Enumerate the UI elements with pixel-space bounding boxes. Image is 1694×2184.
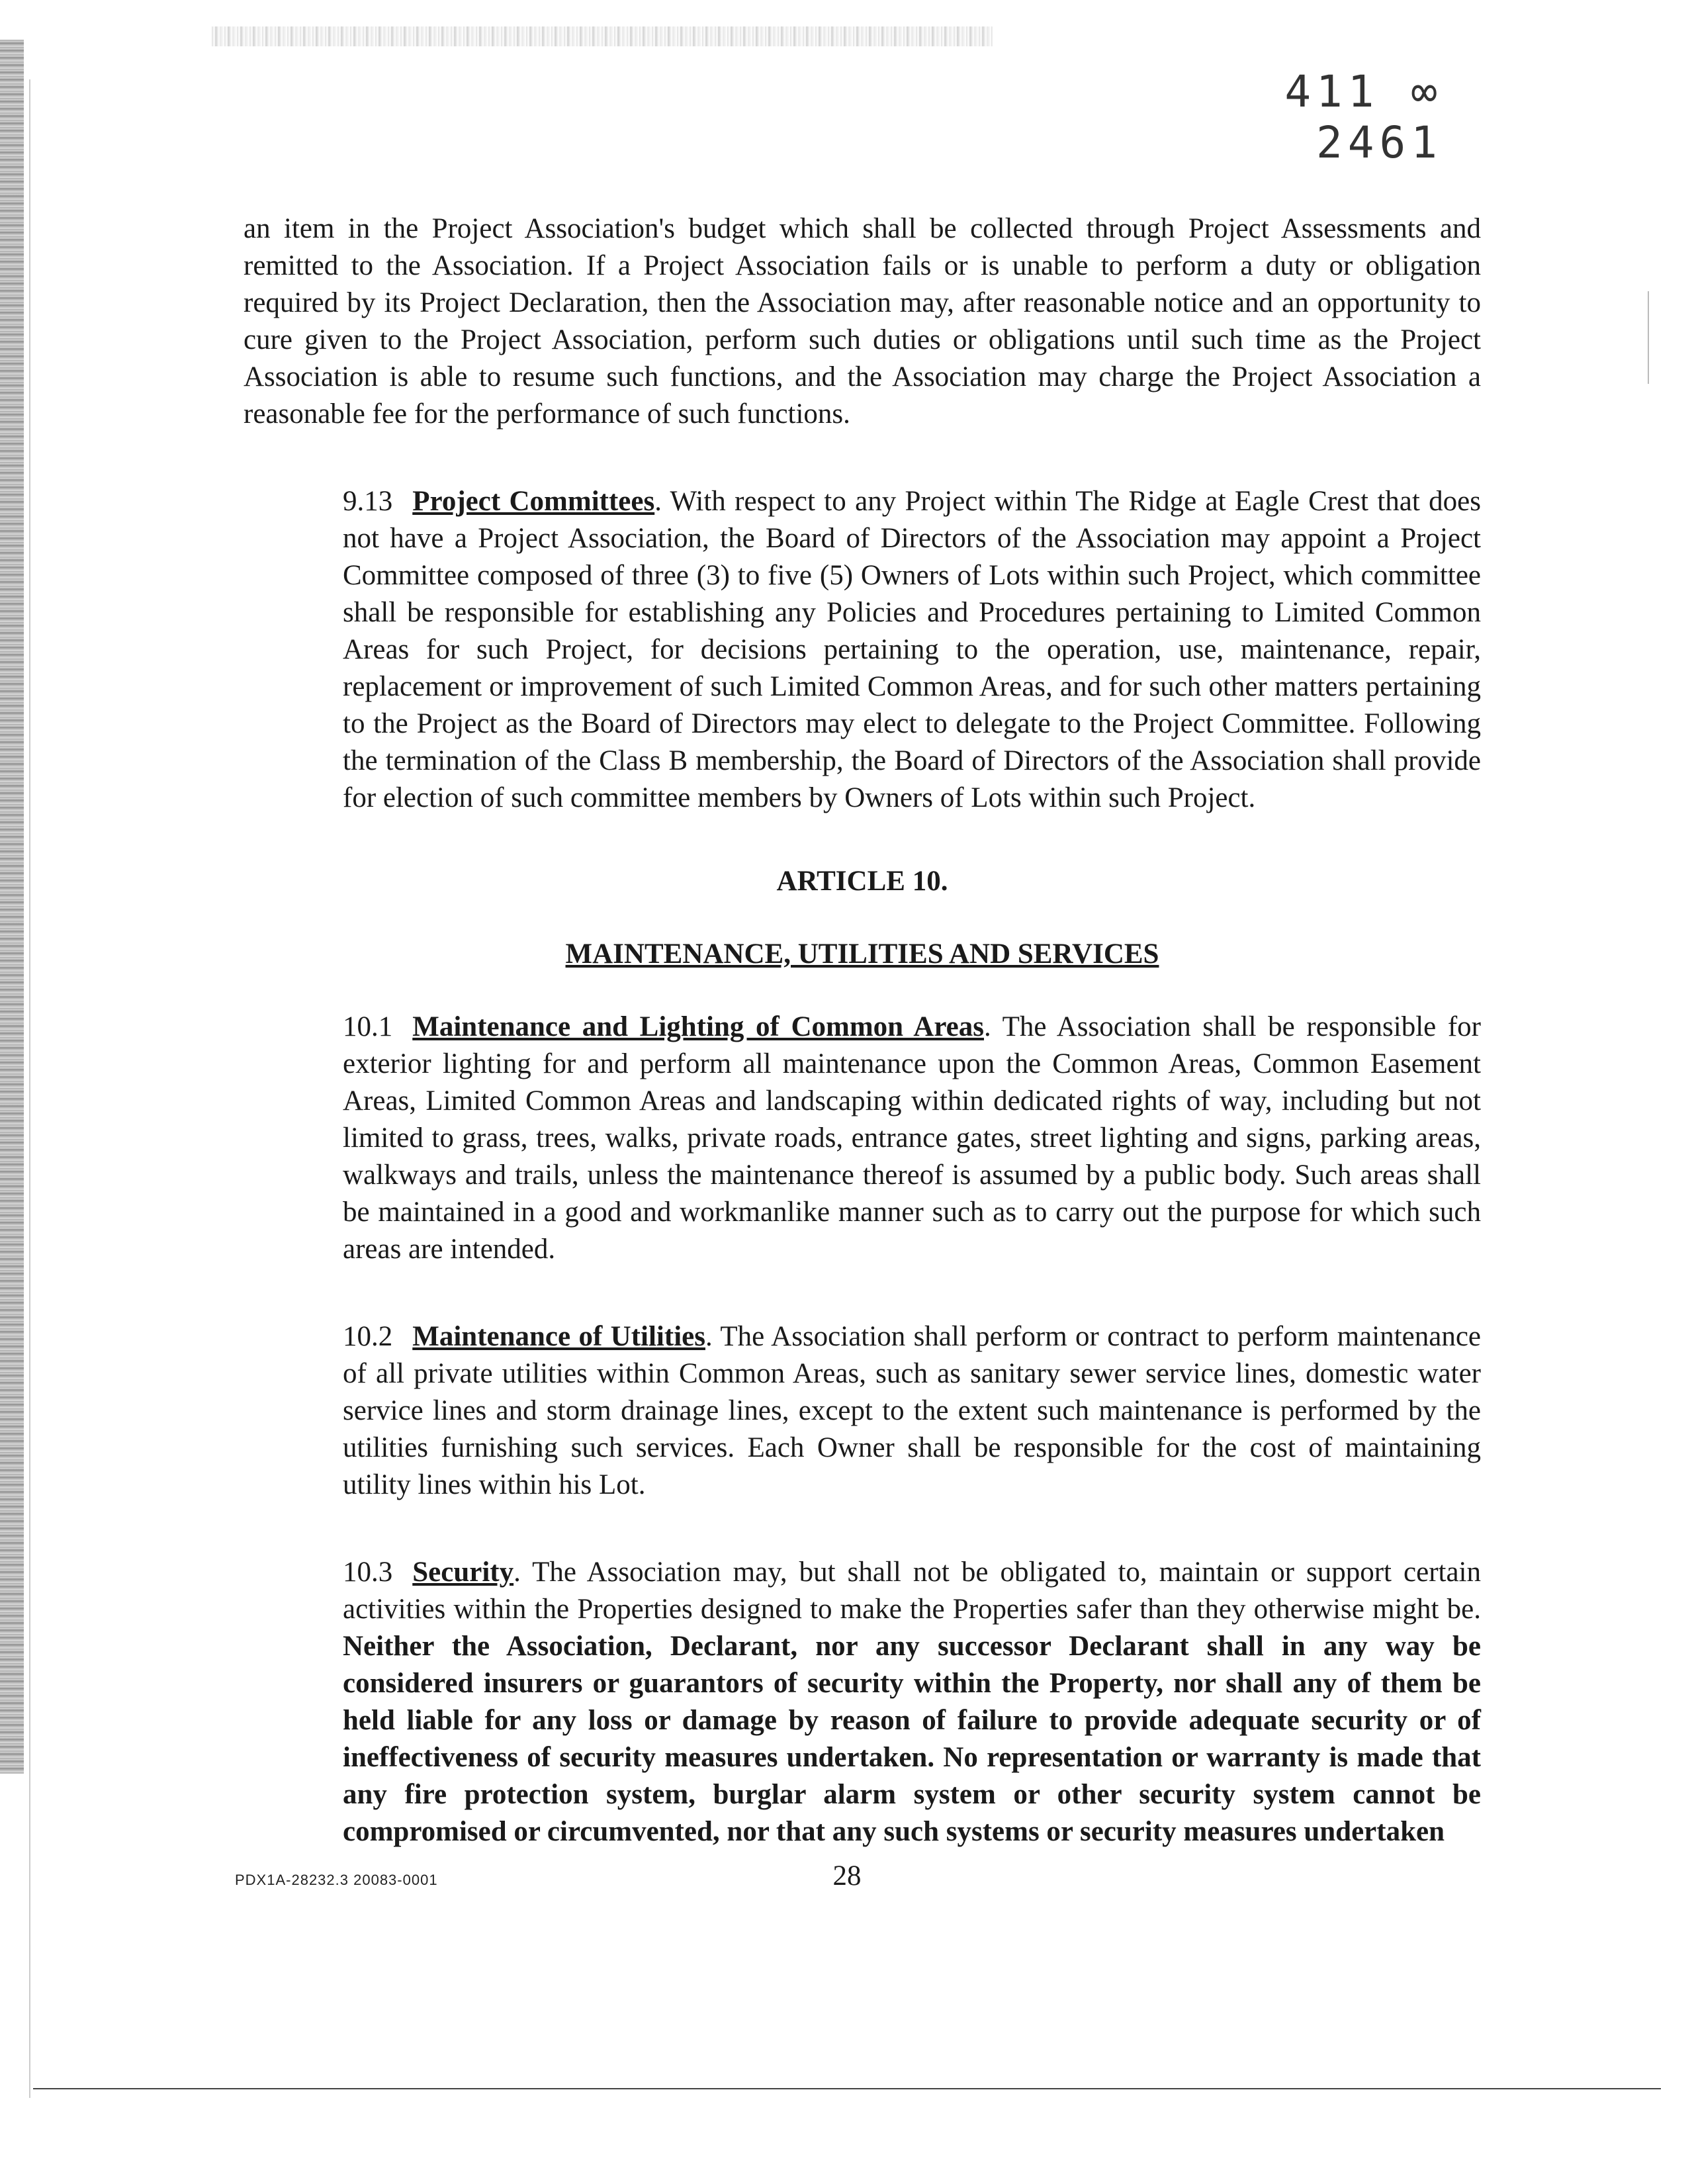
scan-right-mark (1648, 291, 1649, 384)
scan-top-noise (212, 26, 993, 46)
document-body (244, 210, 1481, 1850)
section-text: . The Association shall perform or contract to perform maintenance of all private utilities within Common Areas, such as sanitary sewer service lines, domestic water service lines and storm drainage lines, except to the extent such maintenance is performed by the utilities furnishing such services. Each Owner shall be responsible for the cost of maintaining utility lines within his Lot. (343, 1321, 1481, 1500)
article-title: ARTICLE 10. (776, 866, 948, 897)
scan-edge-artifact (0, 40, 24, 1774)
scan-edge-line (29, 79, 30, 2098)
section-9-13 (244, 483, 1481, 817)
section-10-3 (244, 1554, 1481, 1850)
section-number: 10.3 (343, 1557, 393, 1588)
page-number: 28 (832, 1860, 862, 1891)
section-heading: Project Committees (412, 486, 655, 517)
section-number: 10.1 (343, 1011, 393, 1042)
section-heading: Maintenance and Lighting of Common Areas (412, 1011, 984, 1042)
section-number: 9.13 (343, 486, 393, 517)
section-text: . The Association may, but shall not be obligated to, maintain or support certain activities within the Properties designed to make the Properties safer than they otherwise might be. (343, 1557, 1481, 1625)
section-number: 10.2 (343, 1321, 393, 1352)
section-bold-disclaimer: Neither the Association, Declarant, nor any successor Declarant shall in any way be considered insurers or guarantors of security within the Property, nor shall any of them be held liable for any loss or damage by reason of failure to provide adequate security or of ineffectiveness of security measures undertaken. No representation or warranty is made that any fire protection system, burglar alarm system or other security system cannot be compromised or circumvented, nor that any such systems or security measures undertaken (343, 1631, 1481, 1847)
scan-bottom-line (33, 2088, 1661, 2089)
section-text: . With respect to any Project within The Ridge at Eagle Crest that does not have a Project Association, the Board of Directors of the Association may appoint a Project Committee composed of three (3) to five (5) Owners of Lots within such Project, which committee shall be responsible for establishing any Policies and Procedures pertaining to Limited Common Areas for such Project, for decisions pertaining to the operation, use, maintenance, repair, replacement or improvement of such Limited Common Areas, and for such other matters pertaining to the Project as the Board of Directors may elect to delegate to the Project Committee. Following the termination of the Class B membership, the Board of Directors of the Association shall provide for election of such committee members by Owners of Lots within such Project. (343, 486, 1481, 813)
recording-stamp: 411 ∞ 2461 (1284, 66, 1443, 168)
section-10-1 (244, 1009, 1481, 1268)
section-text: . The Association shall be responsible for exterior lighting for and perform all maintenance upon the Common Areas, Common Easement Areas, Limited Common Areas and landscaping within dedicated rights of way, including but not limited to grass, trees, walks, private roads, entrance gates, street lighting and signs, parking areas, walkways and trails, unless the maintenance thereof is assumed by a public body. Such areas shall be maintained in a good and workmanlike manner such as to carry out the purpose for which such areas are intended. (343, 1011, 1481, 1265)
article-subtitle: MAINTENANCE, UTILITIES AND SERVICES (565, 938, 1159, 970)
section-heading: Security (412, 1557, 514, 1588)
section-10-2 (244, 1318, 1481, 1504)
document-code: PDX1A-28232.3 20083-0001 (235, 1872, 438, 1888)
paragraph-intro: an item in the Project Association's budget which shall be collected through Project Assessments and remitted to the Association. If a Project Association fails or is unable to perform a duty or obligation required by its Project Declaration, then the Association may, after reasonable notice and an opportunity to cure given to the Project Association, perform such duties or obligations until such time as the Project Association is able to resume such functions, and the Association may charge the Project Association a reasonable fee for the performance of such functions. (244, 213, 1481, 430)
section-heading: Maintenance of Utilities (412, 1321, 705, 1352)
